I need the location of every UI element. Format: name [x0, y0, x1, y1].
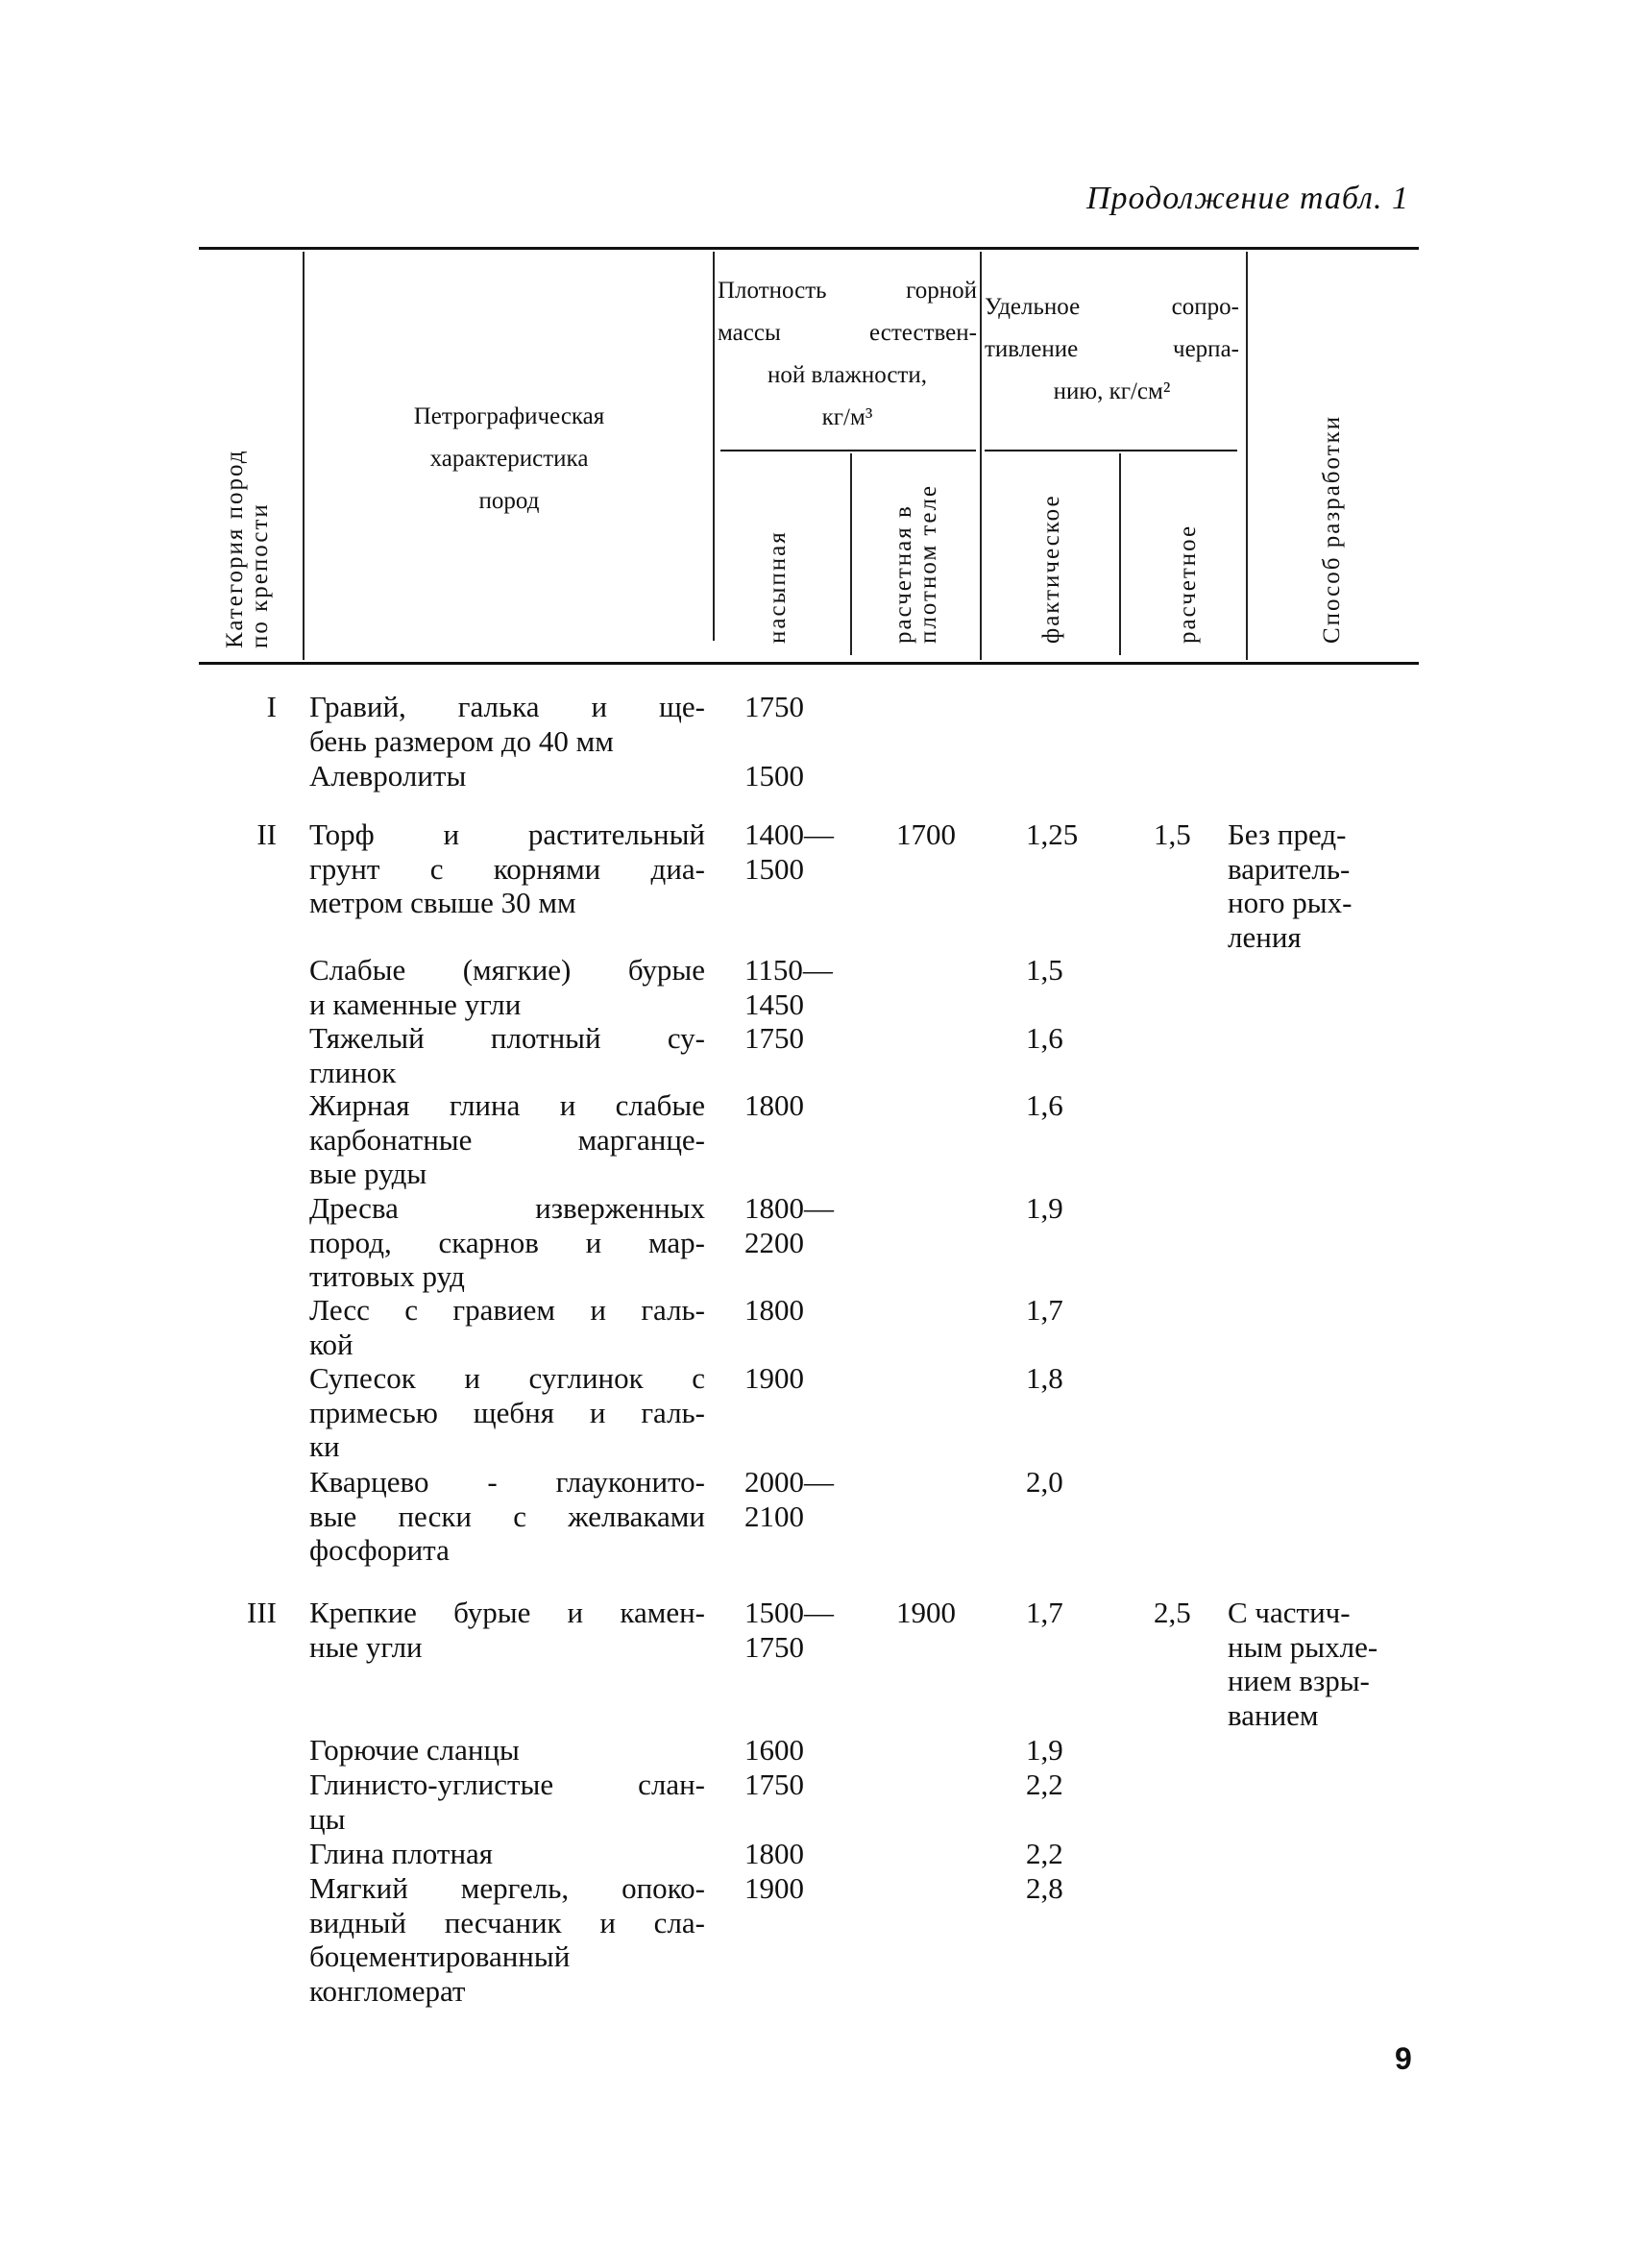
- row-description: [309, 1021, 705, 1089]
- header-resistance-line: нию, кг/см²: [1053, 378, 1171, 404]
- page-number: 9: [1395, 2041, 1412, 2076]
- row-description: [309, 1768, 705, 1836]
- description-line: Тяжелый плотный су-: [309, 1021, 705, 1055]
- description-line: кой: [309, 1327, 353, 1361]
- header-petro-line: Петрографическая: [413, 403, 605, 429]
- row-resistance-actual: 2,2: [1026, 1768, 1063, 1801]
- row-resistance-actual: 1,7: [1026, 1293, 1063, 1327]
- header-resistance: [985, 286, 1239, 413]
- row-description: [309, 1837, 705, 1871]
- row-density-bulk: [744, 1021, 804, 1056]
- row-method: [1228, 817, 1425, 954]
- row-resistance-actual: 1,7: [1026, 1596, 1063, 1629]
- row-resistance-actual: 1,8: [1026, 1361, 1063, 1395]
- description-line: ные угли: [309, 1629, 423, 1664]
- row-density-calc: [896, 817, 956, 852]
- description-line: конгломерат: [309, 1973, 466, 2008]
- header-resistance-line: Удельное сопро-: [985, 294, 1239, 320]
- row-description: [309, 1293, 705, 1361]
- method-line: С частич-: [1228, 1596, 1351, 1629]
- description-line: вые пески с желваками: [309, 1499, 705, 1533]
- description-line: карбонатные марганце-: [309, 1122, 705, 1157]
- description-line: метром свыше 30 мм: [309, 886, 576, 919]
- row-description: [309, 1191, 705, 1294]
- row-density-bulk: [744, 1088, 804, 1123]
- value-line: 2000—: [744, 1465, 834, 1499]
- row-density-bulk: [744, 1871, 804, 1906]
- description-line: боцементированный: [309, 1939, 571, 1973]
- description-line: Алевролиты: [309, 759, 467, 793]
- row-resistance-actual: 1,9: [1026, 1191, 1063, 1225]
- row-density-bulk: [744, 1465, 834, 1533]
- method-line: ления: [1228, 919, 1302, 954]
- row-resistance-actual: 1,25: [1026, 817, 1079, 851]
- row-category: I: [266, 690, 277, 723]
- row-density-calc: [896, 1596, 956, 1630]
- header-density-calc-line: плотном теле: [915, 483, 941, 644]
- column-divider: [713, 252, 715, 641]
- row-density-bulk: [744, 1768, 804, 1802]
- table-caption: Продолжение табл. 1: [1085, 181, 1409, 216]
- value-line: 1600: [744, 1733, 804, 1767]
- description-line: ки: [309, 1429, 340, 1463]
- method-line: Без пред-: [1228, 817, 1347, 851]
- description-line: бень размером до 40 мм: [309, 723, 614, 758]
- header-category-line: Категория пород: [222, 449, 248, 648]
- description-line: цы: [309, 1801, 346, 1836]
- description-line: Глина плотная: [309, 1837, 494, 1870]
- row-resistance-actual: 1,5: [1026, 953, 1063, 987]
- description-line: глинок: [309, 1055, 397, 1089]
- description-line: Жирная глина и слабые: [309, 1088, 705, 1122]
- description-line: Кварцево - глауконито-: [309, 1465, 705, 1499]
- row-density-bulk: [744, 817, 834, 886]
- column-divider: [1246, 252, 1248, 660]
- value-line: 1500: [744, 759, 804, 793]
- value-line: 1900: [744, 1871, 804, 1905]
- value-line: 1750: [744, 1629, 804, 1664]
- value-line: 1750: [744, 690, 804, 723]
- description-line: грунт с корнями диа-: [309, 851, 705, 886]
- resistance-subheader-rule: [985, 450, 1237, 451]
- row-resistance-actual: 2,2: [1026, 1837, 1063, 1870]
- value-line: 1800: [744, 1837, 804, 1870]
- value-line: 1400—: [744, 817, 834, 851]
- method-line: ного рых-: [1228, 886, 1353, 919]
- value-line: 1750: [744, 1768, 804, 1801]
- header-petro: [317, 396, 701, 523]
- column-divider: [850, 453, 852, 655]
- row-description: [309, 759, 705, 793]
- value-line: 1500—: [744, 1596, 834, 1629]
- header-petro-line: пород: [478, 488, 540, 514]
- value-line: 1500: [744, 851, 804, 886]
- description-line: и каменные угли: [309, 987, 522, 1021]
- header-density-calc-line: расчетная в: [890, 504, 916, 644]
- value-line: 1800—: [744, 1191, 834, 1225]
- row-density-bulk: [744, 1361, 804, 1396]
- description-line: Гравий, галька и ще-: [309, 690, 705, 723]
- header-density-line: ной влажности,: [768, 362, 927, 388]
- table-top-rule: [199, 247, 1419, 250]
- description-line: Слабые (мягкие) бурые: [309, 953, 705, 987]
- description-line: Горючие сланцы: [309, 1733, 520, 1767]
- row-description: [309, 1733, 705, 1768]
- row-category: II: [256, 817, 277, 851]
- header-density-calc: [891, 451, 941, 644]
- method-line: варитель-: [1228, 851, 1351, 886]
- row-density-bulk: [744, 1837, 804, 1871]
- value-line: 1700: [896, 817, 956, 851]
- column-divider: [980, 252, 982, 660]
- value-line: 1750: [744, 1021, 804, 1055]
- method-line: ванием: [1228, 1697, 1319, 1732]
- description-line: Лесс с гравием и галь-: [309, 1293, 705, 1327]
- row-description: [309, 1871, 705, 2008]
- header-category: [223, 379, 273, 648]
- row-resistance-calc: 2,5: [1154, 1596, 1191, 1629]
- row-resistance-calc: 1,5: [1154, 817, 1191, 851]
- header-resistance-actual: фактическое: [1038, 494, 1064, 644]
- row-description: [309, 817, 705, 920]
- description-line: Глинисто-углистые слан-: [309, 1768, 705, 1801]
- description-line: пород, скарнов и мар-: [309, 1225, 705, 1259]
- header-density-line: Плотность горной: [718, 278, 977, 304]
- header-resistance-calc: расчетное: [1175, 524, 1201, 644]
- header-method: Способ разработки: [1319, 414, 1345, 644]
- description-line: Дресва изверженных: [309, 1191, 705, 1225]
- description-line: Мягкий мергель, опоко-: [309, 1871, 705, 1905]
- header-petro-line: характеристика: [429, 446, 589, 472]
- value-line: 1800: [744, 1088, 804, 1122]
- row-description: [309, 690, 705, 758]
- description-line: Супесок и суглинок с: [309, 1361, 705, 1395]
- value-line: 1800: [744, 1293, 804, 1327]
- column-divider: [303, 252, 305, 660]
- row-resistance-actual: 1,6: [1026, 1088, 1063, 1122]
- value-line: 1150—: [744, 953, 833, 987]
- header-bottom-rule: [199, 662, 1419, 665]
- row-description: [309, 953, 705, 1021]
- method-line: ным рыхле-: [1228, 1629, 1378, 1664]
- value-line: 1900: [744, 1361, 804, 1395]
- row-description: [309, 1596, 705, 1664]
- row-density-bulk: [744, 759, 804, 793]
- row-resistance-actual: 1,6: [1026, 1021, 1063, 1055]
- row-description: [309, 1465, 705, 1568]
- header-resistance-line: тивление черпа-: [985, 336, 1239, 362]
- row-density-bulk: [744, 1191, 834, 1259]
- header-density-bulk: насыпная: [765, 530, 791, 644]
- value-line: 1900: [896, 1596, 956, 1629]
- row-resistance-actual: 1,9: [1026, 1733, 1063, 1767]
- row-density-bulk: [744, 1733, 804, 1768]
- column-divider: [1119, 453, 1121, 655]
- row-description: [309, 1361, 705, 1464]
- header-density: [718, 270, 977, 439]
- header-density-line: массы естествен-: [718, 320, 977, 346]
- description-line: Крепкие бурые и камен-: [309, 1596, 705, 1629]
- row-resistance-actual: 2,8: [1026, 1871, 1063, 1905]
- description-line: вые руды: [309, 1157, 427, 1190]
- row-description: [309, 1088, 705, 1191]
- description-line: титовых руд: [309, 1259, 465, 1293]
- value-line: 2200: [744, 1225, 804, 1259]
- value-line: 1450: [744, 987, 804, 1021]
- value-line: 2100: [744, 1499, 804, 1533]
- row-density-bulk: [744, 1293, 804, 1328]
- row-category: III: [247, 1596, 277, 1629]
- row-resistance-actual: 2,0: [1026, 1465, 1063, 1499]
- description-line: Торф и растительный: [309, 817, 705, 851]
- row-density-bulk: [744, 690, 804, 724]
- row-density-bulk: [744, 953, 833, 1021]
- method-line: нием взры-: [1228, 1664, 1370, 1697]
- header-category-line: по крепости: [247, 502, 273, 648]
- description-line: фосфорита: [309, 1533, 450, 1567]
- description-line: видный песчаник и сла-: [309, 1905, 705, 1939]
- description-line: примесью щебня и галь-: [309, 1395, 705, 1429]
- row-density-bulk: [744, 1596, 834, 1664]
- row-method: [1228, 1596, 1425, 1732]
- header-density-line: кг/м³: [821, 404, 873, 430]
